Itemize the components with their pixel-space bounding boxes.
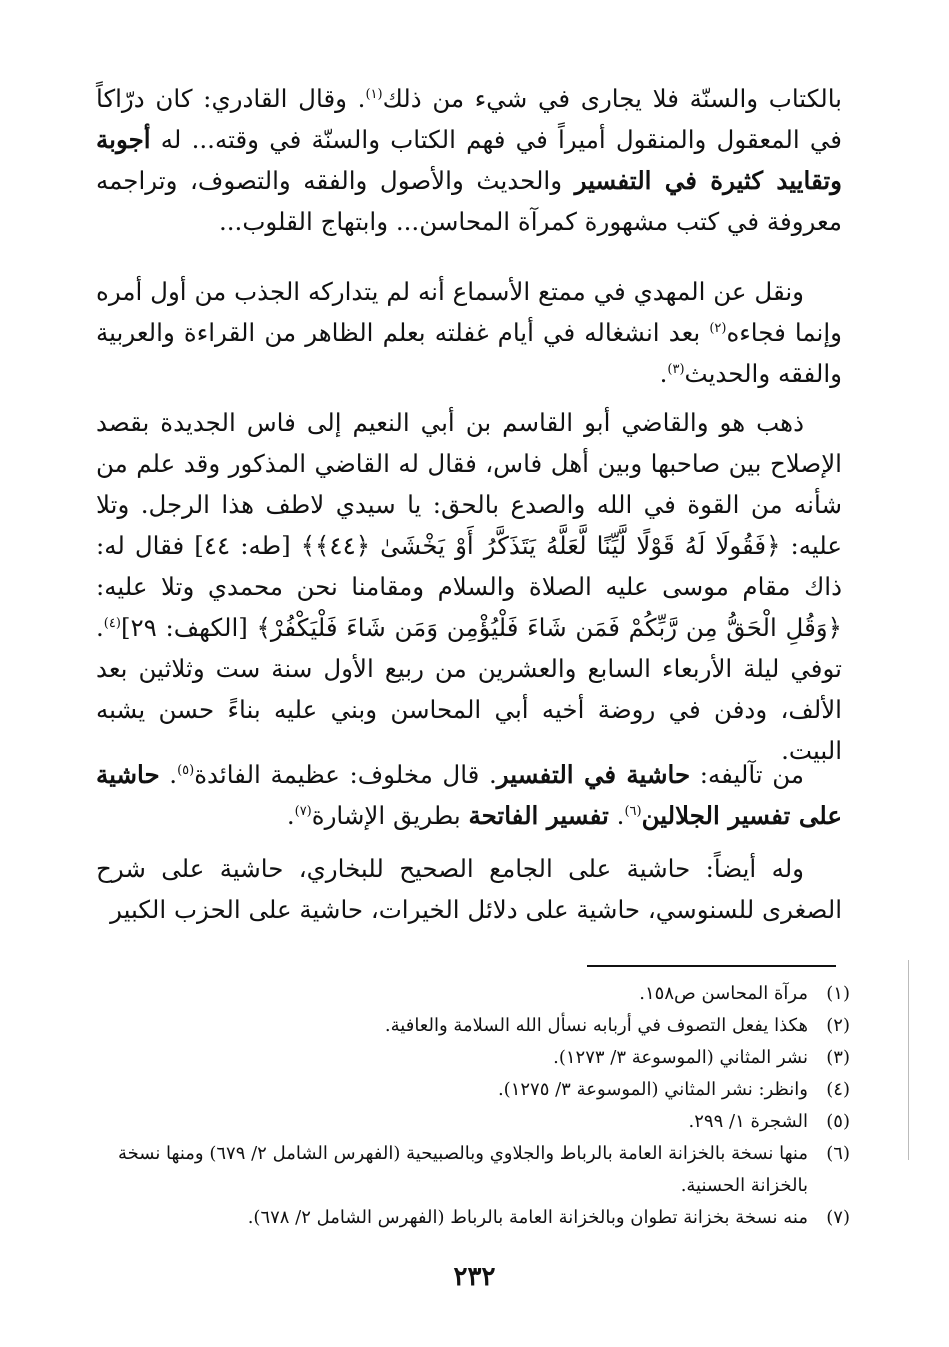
footnote-item (90, 1106, 850, 1138)
footnote-item (90, 1074, 850, 1106)
quran-verse-taha: ﴿فَقُولَا لَهُ قَوْلًا لَّيِّنًا لَّعَلَّهُ يَتَذَكَّرُ أَوْ يَخْشَىٰ ﴿٤٤﴾﴾ (300, 531, 781, 560)
footnote-number: (٧) (826, 1207, 850, 1228)
paragraph-1-bold-phrase: أجوبة وتقاييد كثيرة في التفسير (96, 125, 842, 195)
paragraph-2-text-c: . (659, 359, 668, 388)
paragraph-3-text-a: ذهب هو والقاضي أبو القاسم بن أبي النعيم إلى فاس الجديدة بقصد الإصلاح بين صاحبها وبين أهل فاس، فقال له القاضي المذكور وقد علم من شأنه من القوة في الله والصدع بالحق: يا سيدي لاطف هذا الرجل. وتلا عليه: (96, 408, 842, 560)
footnote-number: (٢) (826, 1015, 850, 1036)
footnote-text: وانظر: نشر المثاني (الموسوعة ٣/ ١٢٧٥). (497, 1079, 808, 1100)
page-edge-line (908, 960, 909, 1160)
page-number: ٢٣٢ (453, 1262, 496, 1292)
footnote-ref-4: (٤) (103, 615, 121, 631)
footnote-text: منها نسخة بالخزانة العامة بالرباط والجلاوي وبالصبيحية (الفهرس الشامل ٢/ ٦٧٩) ومنها نسخة بالخزانة الحسنية. (118, 1143, 808, 1196)
footnote-separator (587, 965, 836, 967)
paragraph-5 (96, 848, 842, 930)
paragraph-4 (96, 754, 842, 836)
footnote-number: (١) (826, 983, 850, 1004)
paragraph-4-text-d: . (608, 801, 625, 830)
paragraph-1-text-a: بالكتاب والسنّة فلا يجارى في شيء من ذلك (382, 84, 842, 113)
footnote-ref-2: (٢) (709, 320, 727, 336)
footnote-ref-6: (٦) (624, 803, 642, 819)
paragraph-3 (96, 402, 842, 771)
footnote-text: منه نسخة بخزانة تطوان وبالخزانة العامة بالرباط (الفهرس الشامل ٢/ ٦٧٨). (247, 1207, 808, 1228)
footnote-ref-7: (٧) (294, 803, 312, 819)
paragraph-4-bold-2: حاشية على تفسير الجلالين (96, 760, 842, 830)
footnote-item (90, 1138, 850, 1202)
paragraph-4-bold-3: تفسير الفاتحة (468, 801, 609, 830)
footnote-item (90, 1010, 850, 1042)
footnote-text: هكذا يفعل التصوف في أربابه نسأل الله السلامة والعافية. (384, 1015, 808, 1036)
paragraph-2-text-a: ونقل عن المهدي في ممتع الأسماع أنه لم يتداركه الجذب من أول أمره وإنما فجاءه (96, 277, 842, 347)
paragraph-2 (96, 271, 842, 394)
footnote-number: (٤) (826, 1079, 850, 1100)
paragraph-1-text-b: . وقال القادري: كان درّاكاً في المعقول والمنقول أميراً في فهم الكتاب والسنّة في وقته... له (96, 84, 842, 154)
footnote-ref-1: (١) (365, 86, 383, 102)
paragraph-3-text-c: [الكهف: ٢٩] (120, 613, 257, 642)
footnote-item (90, 1202, 850, 1234)
footnote-ref-5: (٥) (177, 762, 195, 778)
paragraph-4-text-b: . قال مخلوف: عظيمة الفائدة (194, 760, 497, 789)
paragraph-1-text-c: والحديث والأصول والفقه والتصوف، وتراجمه معروفة في كتب مشهورة كمرآة المحاسن... وابتهاج القلوب... (96, 166, 842, 236)
paragraph-3-text-d: . توفي ليلة الأربعاء السابع والعشرين من ربيع الأول سنة ست وثلاثين بعد الألف، ودفن في روضة أخيه أبي المحاسن وبني عليه بناءً حسن يشبه البيت. (96, 613, 842, 765)
paragraph-4-text-f: . (286, 801, 295, 830)
footnote-number: (٣) (826, 1047, 850, 1068)
footnote-item (90, 1042, 850, 1074)
footnote-number: (٥) (826, 1111, 850, 1132)
footnote-text: نشر المثاني (الموسوعة ٣/ ١٢٧٣). (553, 1047, 808, 1068)
footnote-number: (٦) (826, 1143, 850, 1164)
paragraph-2-text-b: بعد انشغاله في أيام غفلته بعلم الظاهر من القراءة والعربية والفقه والحديث (96, 318, 842, 388)
paragraph-5-text: وله أيضاً: حاشية على الجامع الصحيح للبخاري، حاشية على شرح الصغرى للسنوسي، حاشية على دلائل الخيرات، حاشية على الحزب الكبير (96, 854, 842, 924)
paragraph-1 (96, 78, 842, 242)
footnote-text: الشجرة ١/ ٢٩٩. (688, 1111, 808, 1132)
paragraph-4-text-e: بطريق الإشارة (311, 801, 469, 830)
paragraph-4-text-c: . (159, 760, 178, 789)
paragraph-4-bold-1: حاشية في التفسير (496, 760, 691, 789)
footnotes (90, 978, 850, 1234)
footnote-ref-3: (٣) (667, 361, 685, 377)
footnote-text: مرآة المحاسن ص١٥٨. (639, 983, 808, 1004)
paragraph-3-text-b: [طه: ٤٤] فقال له: ذاك مقام موسى عليه الصلاة والسلام ومقامنا نحن محمدي وتلا عليه: (96, 531, 842, 601)
quran-verse-kahf: ﴿وَقُلِ الْحَقُّ مِن رَّبِّكُمْ فَمَن شَاءَ فَلْيُؤْمِن وَمَن شَاءَ فَلْيَكْفُرْ﴾ (256, 613, 842, 642)
paragraph-4-text-a: من تآليفه: (690, 760, 804, 789)
footnote-item (90, 978, 850, 1010)
